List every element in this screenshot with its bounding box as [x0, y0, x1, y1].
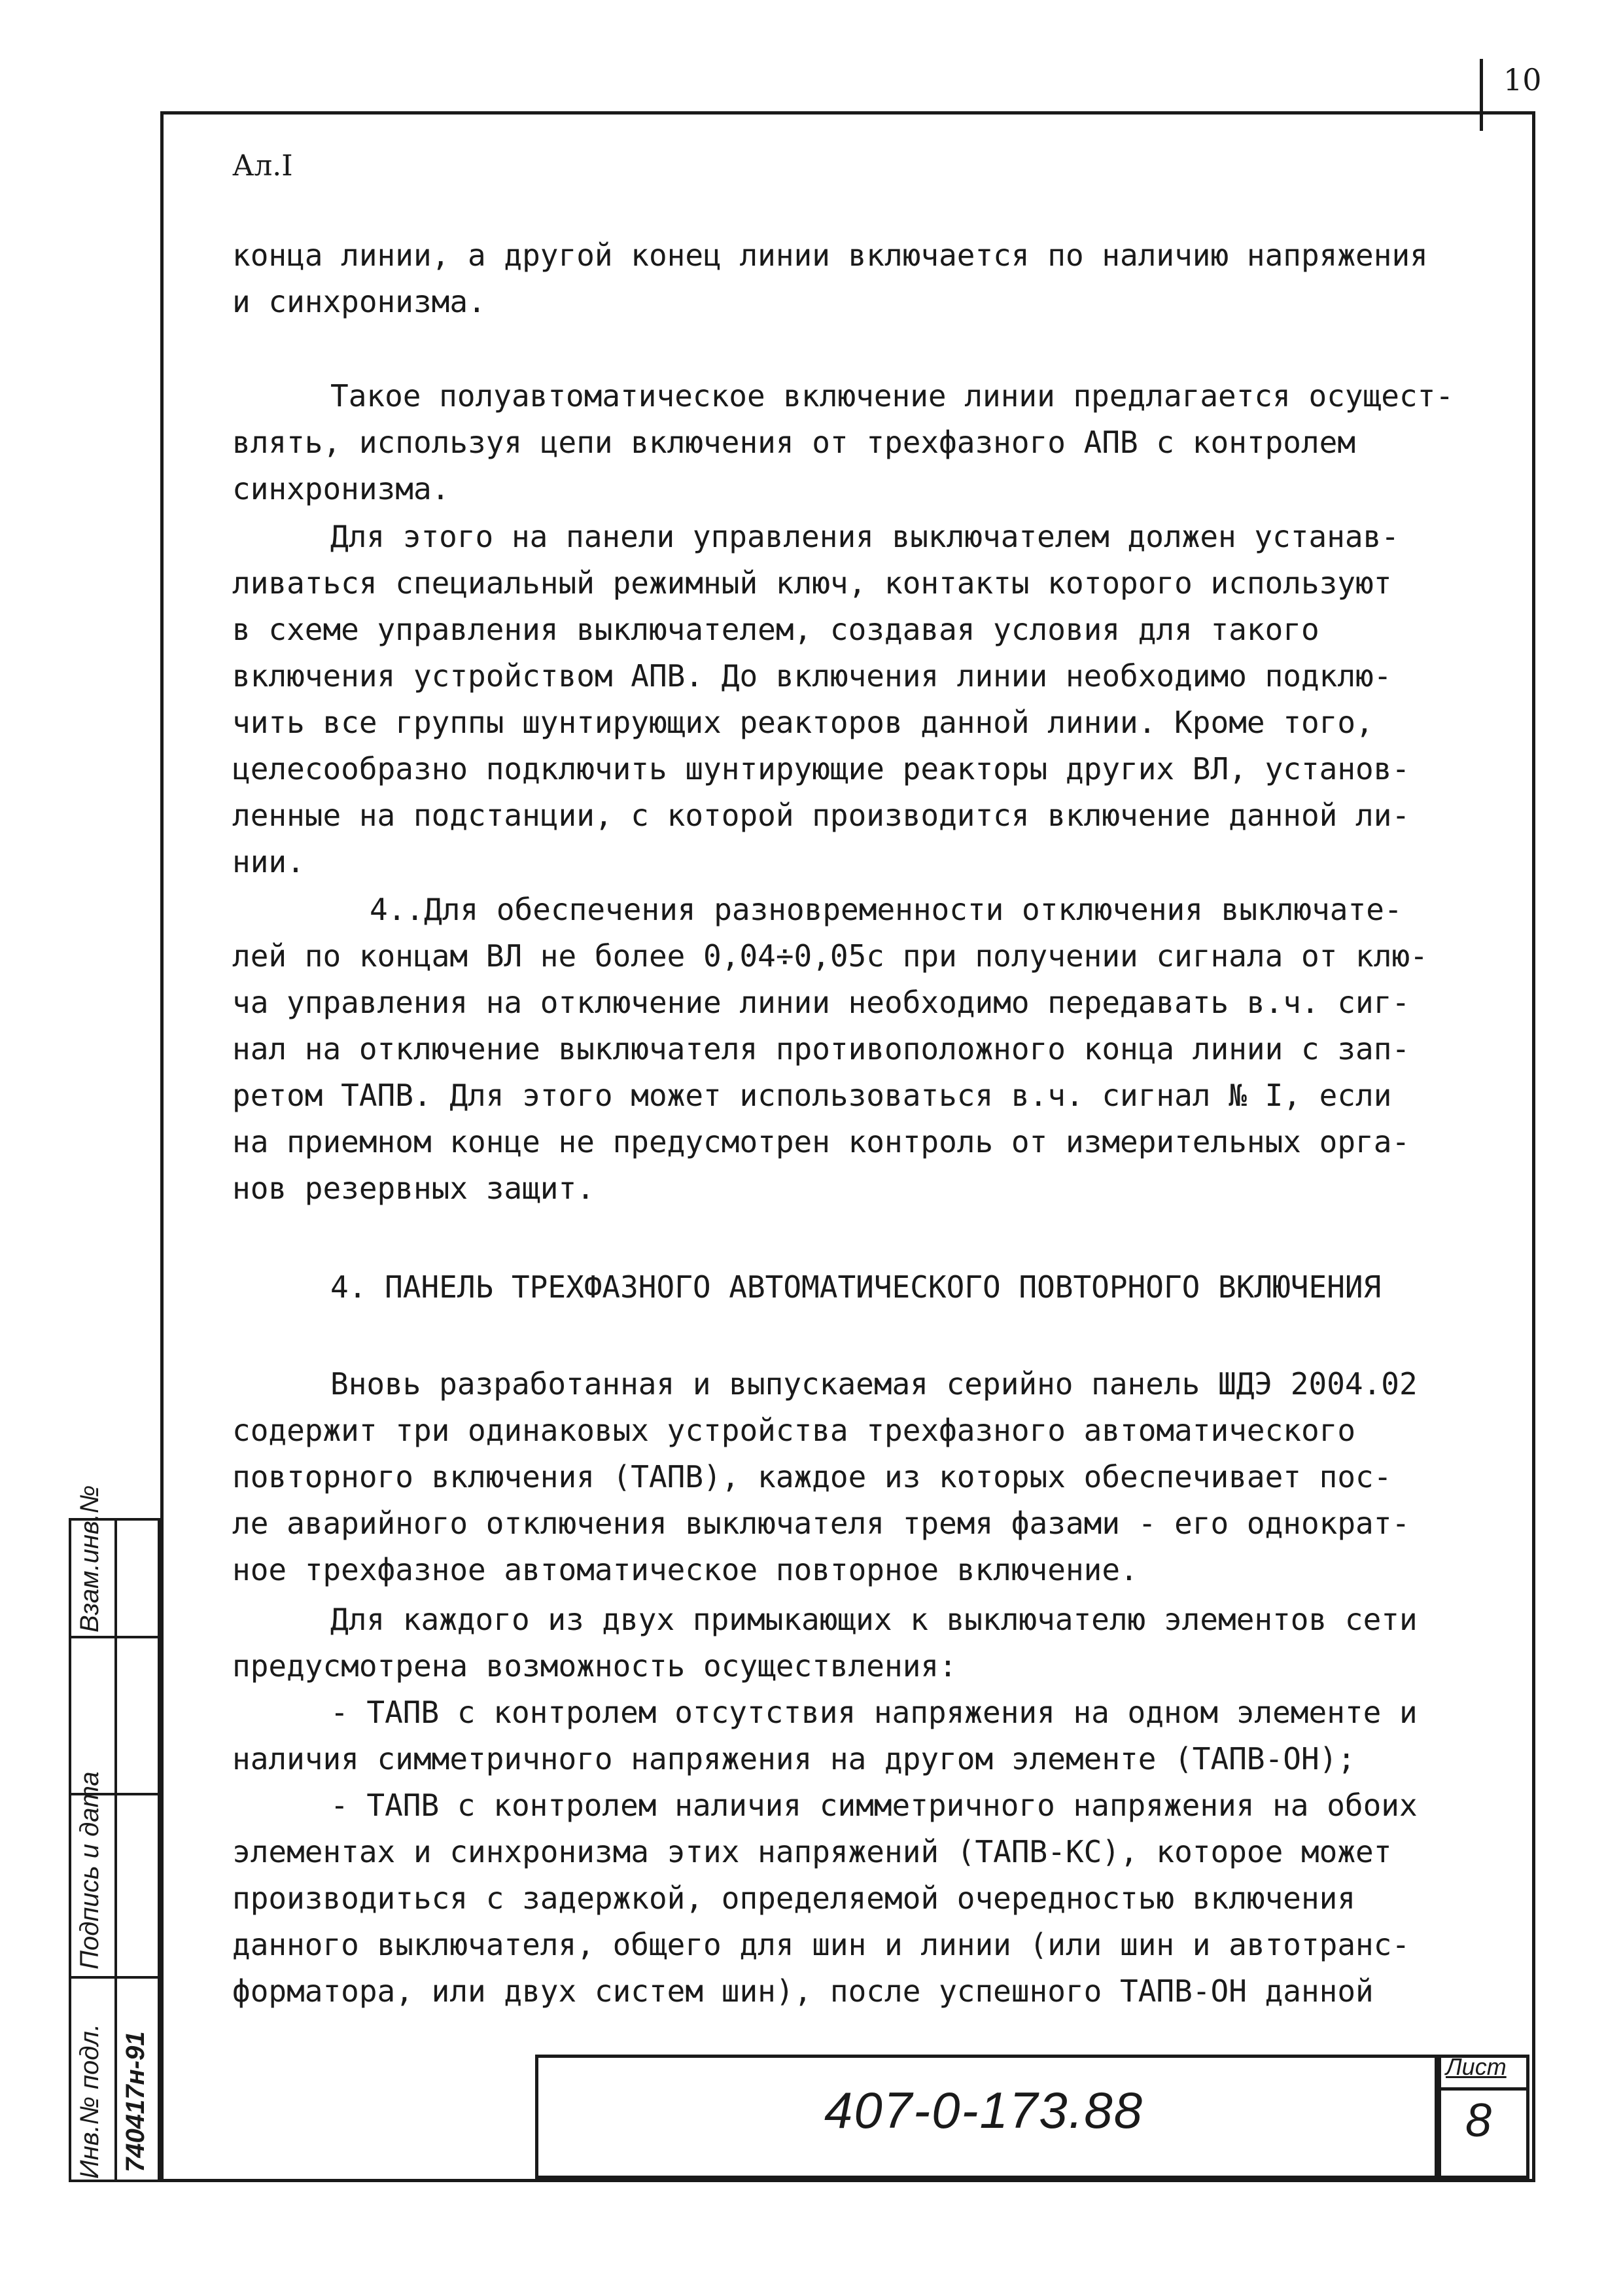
paragraph-panel-description [232, 1361, 1505, 1593]
text-line: - ТАПВ с контролем отсутствия напряжения на одном элементе и [330, 1695, 1418, 1730]
inv-no-label: Инв.№ подл. [75, 2023, 104, 2179]
text-line: ленные на подстанции, с которой производится включение данной ли- [232, 798, 1410, 833]
text-line: наличия симметричного напряжения на другом элементе (ТАПВ-ОН); [232, 1741, 1356, 1776]
text-line: ливаться специальный режимный ключ, контакты которого используют [232, 565, 1392, 601]
text-line: предусмотрена возможность осуществления: [232, 1648, 957, 1684]
text-line: нии. [232, 844, 305, 879]
side-divider [114, 1518, 117, 2182]
text-line: Такое полуавтоматическое включение линии предлагается осущест- [330, 378, 1454, 414]
text-line: данного выключателя, общего для шин и линии (или шин и автотранс- [232, 1927, 1410, 1962]
page-number: 10 [1503, 62, 1542, 97]
list-item-tapv-on [232, 1689, 1505, 1782]
text-line: чить все группы шунтирующих реакторов данной линии. Кроме того, [232, 705, 1374, 740]
text-line: форматора, или двух систем шин), после успешного ТАПВ-ОН данной [232, 1973, 1374, 2009]
text-line: ча управления на отключение линии необходимо передавать в.ч. сиг- [232, 985, 1410, 1020]
text-line: - ТАПВ с контролем наличия симметричного напряжения на обоих [330, 1788, 1418, 1823]
text-line: лей по концам ВЛ не более 0,04÷0,05с при получении сигнала от клю- [232, 938, 1428, 974]
inv-no-value: 740417н-91 [121, 2031, 150, 2172]
side-row-line-1 [69, 1636, 160, 1638]
text-line: содержит три одинаковых устройства трехфазного автоматического [232, 1413, 1356, 1448]
album-label: Ал.I [232, 149, 293, 183]
text-line: элементах и синхронизма этих напряжений (ТАПВ-КС), которое может [232, 1834, 1392, 1869]
text-line: включения устройством АПВ. До включения линии необходимо подклю- [232, 658, 1392, 694]
text-line: повторного включения (ТАПВ), каждое из которых обеспечивает пос- [232, 1459, 1392, 1494]
text-line: ле аварийного отключения выключателя тремя фазами - его однократ- [232, 1506, 1410, 1541]
text-line: влять, используя цепи включения от трехфазного АПВ с контролем [232, 425, 1356, 460]
section-heading: 4. ПАНЕЛЬ ТРЕХФАЗНОГО АВТОМАТИЧЕСКОГО ПОВТОРНОГО ВКЛЮЧЕНИЯ [330, 1269, 1382, 1305]
signature-date-label: Подпись и дата [75, 1771, 104, 1969]
text-line: 4..Для обеспечения разновременности отключения выключате- [370, 892, 1403, 927]
sheet-divider [1438, 2087, 1529, 2091]
replace-inv-label: Взам.инв.№ [75, 1485, 104, 1633]
text-line: нал на отключение выключателя противоположного конца линии с зап- [232, 1031, 1410, 1067]
list-item-tapv-ks [232, 1782, 1505, 2015]
side-row-line-3 [69, 1976, 160, 1979]
document-code: 407-0-173.88 [824, 2081, 1144, 2139]
text-line: и синхронизма. [232, 284, 486, 319]
text-line: Вновь разработанная и выпускаемая серийно панель ШДЭ 2004.02 [330, 1366, 1418, 1402]
text-line: Для каждого из двух примыкающих к выключателю элементов сети [330, 1602, 1418, 1637]
paragraph-semi-auto [232, 373, 1505, 512]
text-line: целесообразно подключить шунтирующие реакторы других ВЛ, установ- [232, 751, 1410, 786]
paragraph-continuation [232, 232, 1505, 325]
text-line: производиться с задержкой, определяемой очередностью включения [232, 1881, 1356, 1916]
text-line: на приемном конце не предусмотрен контроль от измерительных орга- [232, 1124, 1410, 1159]
text-line: конца линии, а другой конец линии включается по наличию напряжения [232, 238, 1428, 273]
sheet-label: Лист [1446, 2053, 1507, 2080]
text-line: ретом ТАПВ. Для этого может использоваться в.ч. сигнал № I, если [232, 1078, 1392, 1113]
paragraph-elements [232, 1597, 1505, 1689]
text-line: в схеме управления выключателем, создавая условия для такого [232, 612, 1319, 647]
sheet-number: 8 [1465, 2094, 1492, 2147]
text-line: Для этого на панели управления выключателем должен устанав- [330, 519, 1399, 554]
paragraph-control-panel [232, 514, 1505, 885]
text-line: ное трехфазное автоматическое повторное включение. [232, 1552, 1138, 1587]
paragraph-item-4 [232, 887, 1505, 1212]
text-line: синхронизма. [232, 471, 450, 506]
text-line: нов резервных защит. [232, 1171, 595, 1206]
